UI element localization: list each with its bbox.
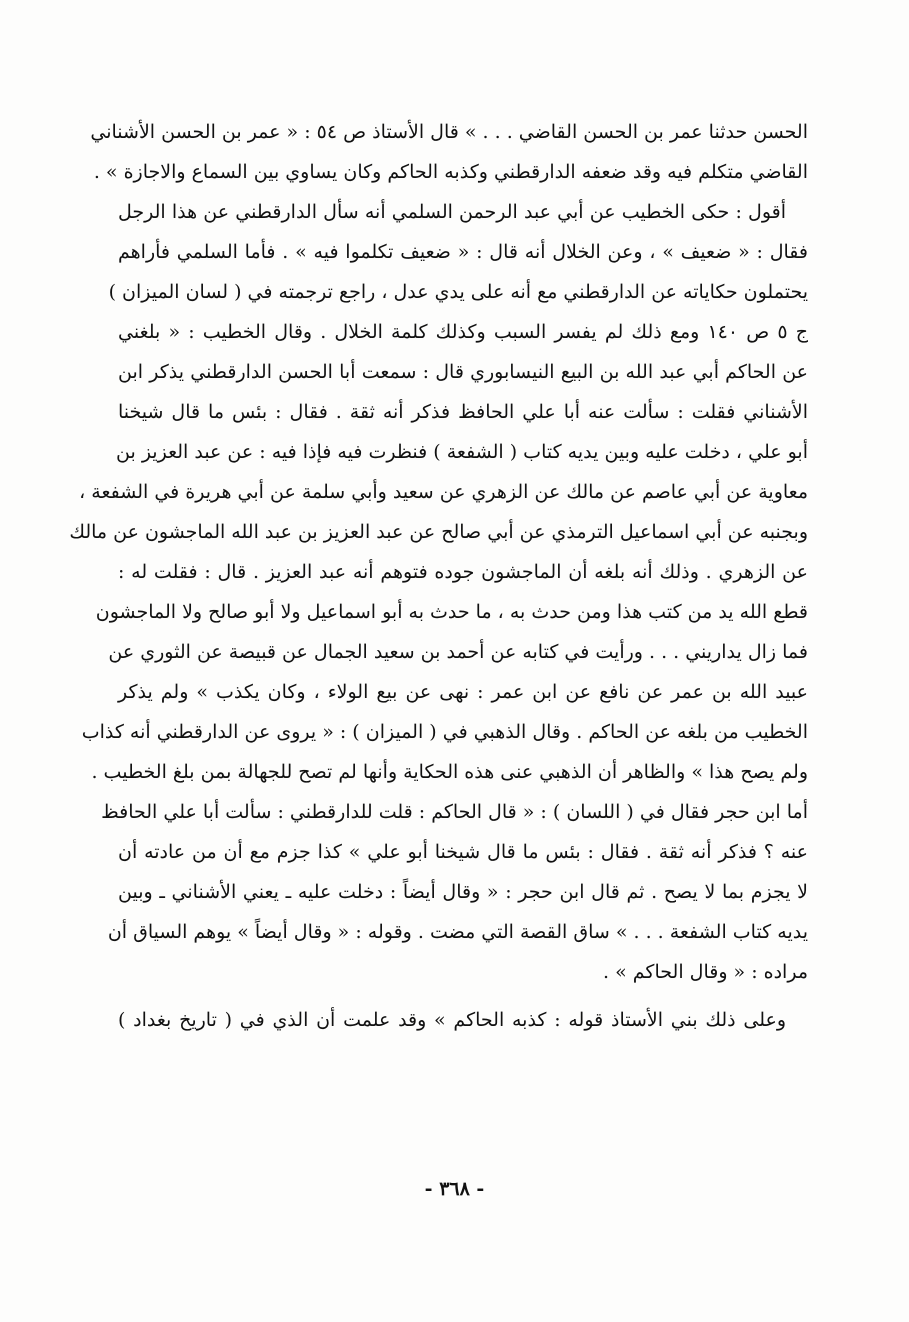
page-number: - ٣٦٨ - [424,1178,485,1200]
text-line: الخطيب من بلغه عن الحاكم . وقال الذهبي في ( الميزان ) : « يروى عن الدارقطني أنه كذاب [81,721,808,743]
text-line: أبو علي ، دخلت عليه وبين يديه كتاب ( الشفعة ) فنظرت فيه فإذا فيه : عن عبد العزيز بن [116,441,808,463]
text-line: قطع الله يد من كتب هذا ومن حدث به ، ما حدث به أبو اسماعيل ولا أبو صالح ولا الماجشون [95,601,808,623]
text-line: عنه ؟ فذكر أنه ثقة . فقال : بئس ما قال شيخنا أبو علي » كذا جزم مع أن من عادته أن [118,841,808,863]
text-line: يحتملون حكاياته عن الدارقطني مع أنه على يدي عدل ، راجع ترجمته في ( لسان الميزان ) [108,281,808,303]
text-line: يديه كتاب الشفعة . . . » ساق القصة التي مضت . وقوله : « وقال أيضاً » يوهم السياق أن [107,921,808,943]
text-line: عبيد الله بن عمر عن نافع عن ابن عمر : نهى عن بيع الولاء ، وكان يكذب » ولم يذكر [118,681,808,703]
text-line: أما ابن حجر فقال في ( اللسان ) : « قال الحاكم : قلت للدارقطني : سألت أبا علي الحافظ [101,801,808,823]
text-line: وعلى ذلك بني الأستاذ قوله : كذبه الحاكم » وقد علمت أن الذي في ( تاريخ بغداد ) [118,1009,786,1031]
text-line: القاضي متكلم فيه وقد ضعفه الدارقطني وكذبه الحاكم وكان يساوي بين السماع والاجازة » . [93,161,808,183]
paragraph-3 [101,792,808,992]
text-line: عن الزهري . وذلك أنه بلغه أن الماجشون جوده فتوهم أنه عبد العزيز . قال : فقلت له : [118,561,808,583]
text-line: مراده : « وقال الحاكم » . [603,961,808,983]
text-line: لا يجزم بما لا يصح . ثم قال ابن حجر : « وقال أيضاً : دخلت عليه ـ يعني الأشناني ـ وبين [118,881,808,903]
text-line: عن الحاكم أبي عبد الله بن البيع النيسابوري قال : سمعت أبا الحسن الدارقطني يذكر ابن [118,361,808,383]
text-line: معاوية عن أبي عاصم عن مالك عن الزهري عن سعيد وأبي سلمة عن أبي هريرة في الشفعة ، [79,481,808,503]
text-line: ج ٥ ص ١٤٠ ومع ذلك لم يفسر السبب وكذلك كلمة الخلال . وقال الخطيب : « بلغني [118,321,808,343]
text-line: الحسن حدثنا عمر بن الحسن القاضي . . . » قال الأستاذ ص ٥٤ : « عمر بن الحسن الأشناني [90,121,808,143]
paragraph-2 [69,192,808,792]
text-line: أقول : حكى الخطيب عن أبي عبد الرحمن السلمي أنه سأل الدارقطني عن هذا الرجل [118,201,786,223]
text-line: فما زال يداريني . . . ورأيت في كتابه عن أحمد بن سعيد الجمال عن قبيصة عن الثوري عن [108,641,808,663]
text-line: الأشناني فقلت : سألت عنه أبا علي الحافظ فذكر أنه ثقة . فقال : بئس ما قال شيخنا [118,401,808,423]
paragraph-1 [90,112,808,192]
paragraph-gap [118,992,808,1000]
body-text [69,112,808,1040]
paragraph-4 [118,1000,808,1040]
text-line: فقال : « ضعيف » ، وعن الخلال أنه قال : « ضعيف تكلموا فيه » . فأما السلمي فأراهم [118,241,808,263]
text-line: ولم يصح هذا » والظاهر أن الذهبي عنى هذه الحكاية وأنها لم تصح للجهالة بمن بلغ الخطيب . [91,761,808,783]
text-line: وبجنبه عن أبي اسماعيل الترمذي عن أبي صالح عن عبد العزيز بن عبد الله الماجشون عن مالك [69,521,808,543]
